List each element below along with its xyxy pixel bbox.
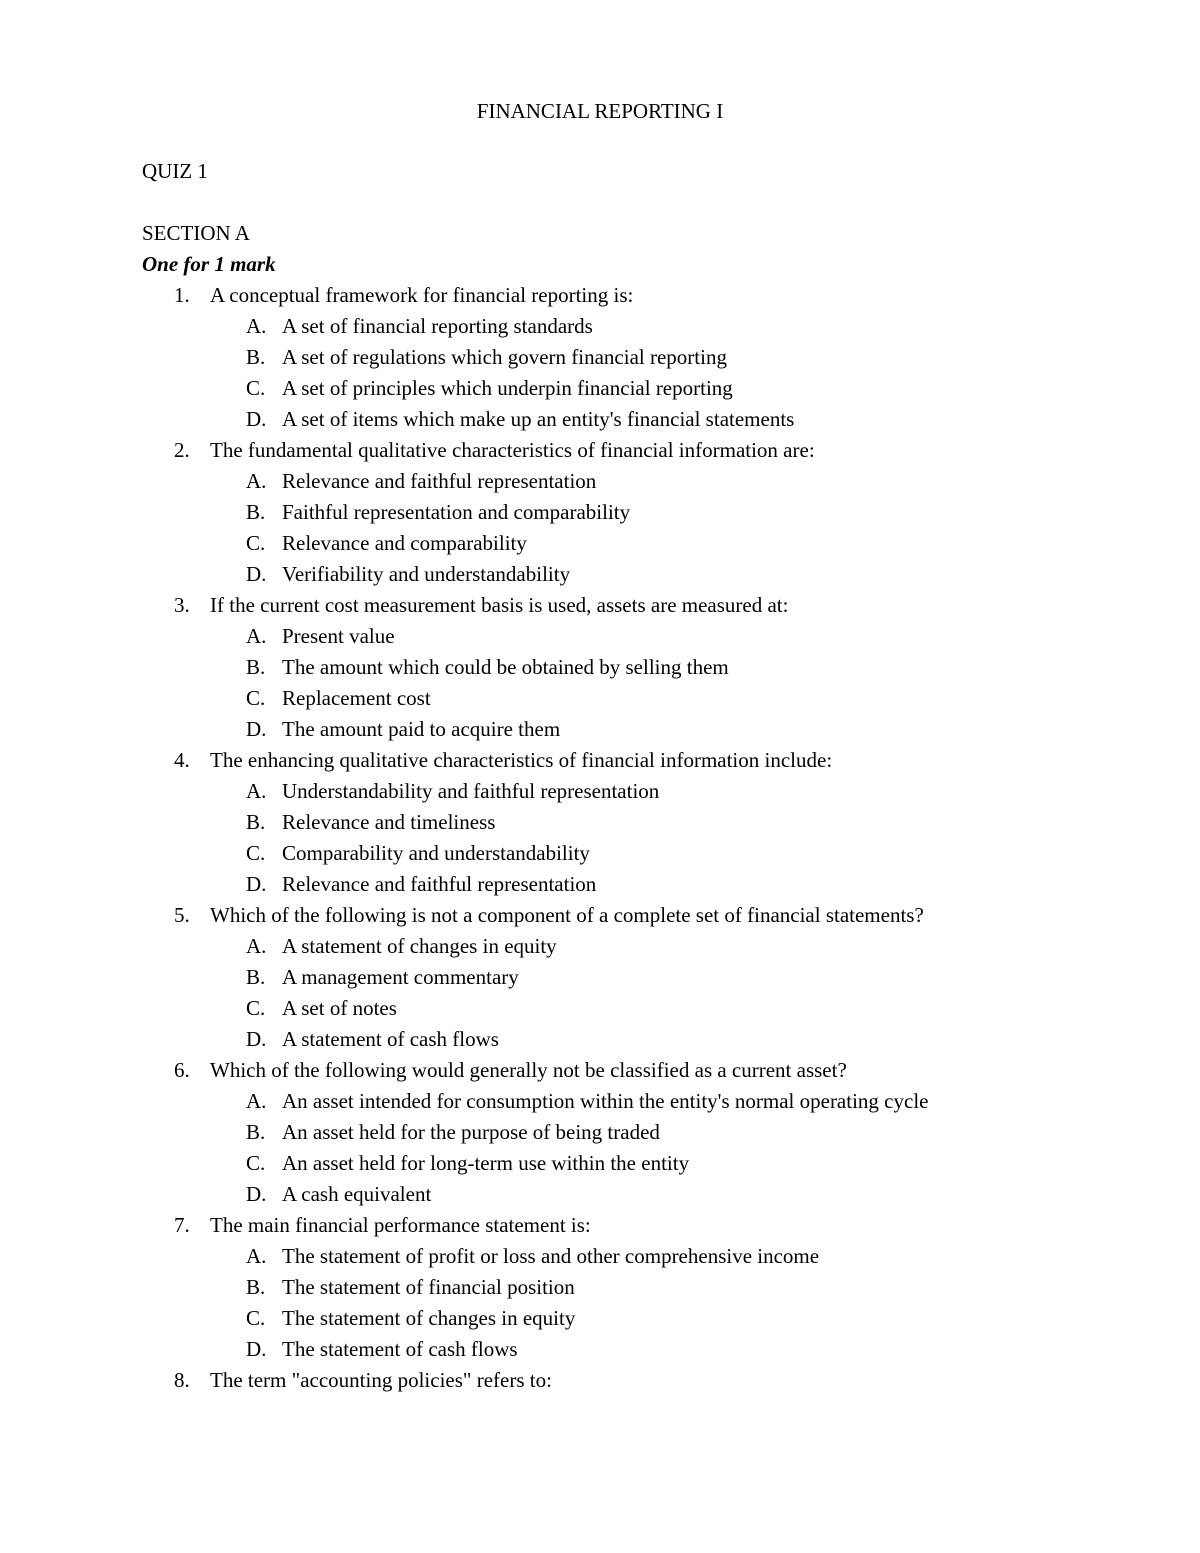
option-text: An asset held for the purpose of being traded	[282, 1120, 660, 1144]
option-letter: A.	[246, 1244, 267, 1268]
question-number: 1.	[174, 283, 190, 307]
question-text: If the current cost measurement basis is used, assets are measured at:	[210, 593, 789, 617]
option-text: A statement of changes in equity	[282, 934, 557, 958]
question-text: The main financial performance statement is:	[210, 1213, 591, 1237]
option-letter: D.	[246, 562, 267, 586]
question-text: A conceptual framework for financial reporting is:	[210, 283, 634, 307]
question-number: 3.	[174, 593, 190, 617]
option-text: Replacement cost	[282, 686, 431, 710]
option-text: The amount paid to acquire them	[282, 717, 561, 741]
question-text: The fundamental qualitative characteristics of financial information are:	[210, 438, 815, 462]
question-number: 6.	[174, 1058, 190, 1082]
option-text: The statement of profit or loss and other comprehensive income	[282, 1244, 820, 1268]
option-text: Present value	[282, 624, 395, 648]
option-letter: B.	[246, 345, 266, 369]
option-text: The statement of cash flows	[282, 1337, 518, 1361]
option-letter: D.	[246, 1337, 267, 1361]
option-letter: A.	[246, 779, 267, 803]
option-text: A set of items which make up an entity's financial statements	[282, 407, 795, 431]
option-letter: B.	[246, 655, 266, 679]
option-text: The amount which could be obtained by selling them	[282, 655, 729, 679]
question-text: The enhancing qualitative characteristics of financial information include:	[210, 748, 833, 772]
option-letter: D.	[246, 872, 267, 896]
option-letter: B.	[246, 965, 266, 989]
option-text: Understandability and faithful representation	[282, 779, 660, 803]
option-letter: D.	[246, 1182, 267, 1206]
option-letter: A.	[246, 314, 267, 338]
option-text: Relevance and faithful representation	[282, 872, 597, 896]
option-letter: B.	[246, 810, 266, 834]
option-text: Relevance and faithful representation	[282, 469, 597, 493]
question-number: 5.	[174, 903, 190, 927]
option-letter: A.	[246, 624, 267, 648]
option-text: A statement of cash flows	[282, 1027, 499, 1051]
question-text: Which of the following would generally not be classified as a current asset?	[210, 1058, 847, 1082]
option-text: The statement of changes in equity	[282, 1306, 576, 1330]
option-text: A set of notes	[282, 996, 397, 1020]
option-letter: D.	[246, 1027, 267, 1051]
option-text: A set of financial reporting standards	[282, 314, 593, 338]
option-text: The statement of financial position	[282, 1275, 575, 1299]
question-number: 4.	[174, 748, 190, 772]
option-text: A set of principles which underpin financial reporting	[282, 376, 733, 400]
option-letter: B.	[246, 500, 266, 524]
option-letter: C.	[246, 686, 266, 710]
option-text: Comparability and understandability	[282, 841, 590, 865]
option-letter: A.	[246, 469, 267, 493]
option-letter: C.	[246, 996, 266, 1020]
option-text: Relevance and timeliness	[282, 810, 496, 834]
option-text: An asset intended for consumption within the entity's normal operating cycle	[282, 1089, 929, 1113]
option-text: An asset held for long-term use within the entity	[282, 1151, 690, 1175]
option-letter: B.	[246, 1275, 266, 1299]
option-letter: C.	[246, 841, 266, 865]
question-text: Which of the following is not a component of a complete set of financial statements?	[210, 903, 924, 927]
section-instruction: One for 1 mark	[142, 252, 276, 276]
question-number: 8.	[174, 1368, 190, 1392]
option-letter: B.	[246, 1120, 266, 1144]
option-text: Relevance and comparability	[282, 531, 527, 555]
option-text: A management commentary	[282, 965, 519, 989]
document-title: FINANCIAL REPORTING I	[476, 99, 724, 123]
section-heading: SECTION A	[142, 221, 250, 245]
option-text: A set of regulations which govern financial reporting	[282, 345, 727, 369]
option-text: Verifiability and understandability	[282, 562, 571, 586]
option-letter: C.	[246, 531, 266, 555]
option-letter: C.	[246, 376, 266, 400]
option-letter: C.	[246, 1151, 266, 1175]
quiz-label: QUIZ 1	[142, 159, 208, 183]
option-letter: A.	[246, 1089, 267, 1113]
option-letter: A.	[246, 934, 267, 958]
option-text: Faithful representation and comparability	[282, 500, 631, 524]
option-letter: D.	[246, 407, 267, 431]
question-number: 2.	[174, 438, 190, 462]
option-letter: D.	[246, 717, 267, 741]
option-text: A cash equivalent	[282, 1182, 432, 1206]
question-number: 7.	[174, 1213, 190, 1237]
option-letter: C.	[246, 1306, 266, 1330]
question-text: The term "accounting policies" refers to:	[210, 1368, 552, 1392]
